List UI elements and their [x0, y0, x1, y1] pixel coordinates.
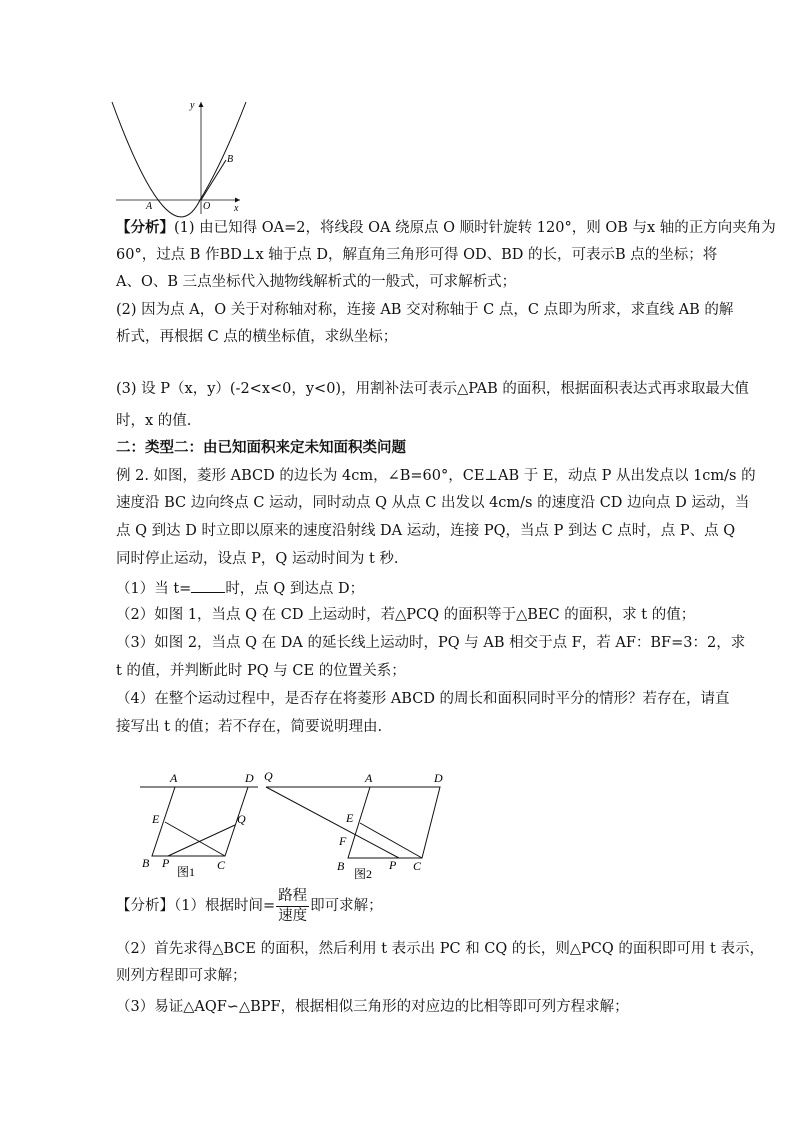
- fig2-f-label: F: [339, 834, 347, 848]
- figure-2: [262, 766, 452, 884]
- fig1-q-label: Q: [237, 812, 246, 826]
- fig2-d-label: D: [434, 771, 443, 785]
- analysis1-line7: 时，x 的值.: [116, 413, 192, 429]
- fig1-b-label: B: [142, 856, 150, 870]
- analysis1-tag: 【分析】: [116, 219, 174, 236]
- question-3-line1: （3）如图 2，当点 Q 在 DA 的延长线上运动时，PQ 与 AB 相交于点 F，若 AF：BF=3：2，求: [116, 635, 746, 651]
- analysis1-line1: 【分析】(1) 由已知得 OA=2，将线段 OA 绕原点 O 顺时针旋转 120°，则 OB 与x 轴的正方向夹角为: [116, 219, 776, 236]
- question-2: （2）如图 1，当点 Q 在 CD 上运动时，若△PCQ 的面积等于△BEC 的面积，求 t 的值；: [116, 607, 696, 623]
- example-line2: 速度沿 BC 边向终点 C 运动，同时动点 Q 从点 C 出发以 4cm/s 的速度沿 CD 边向点 D 运动，当: [116, 495, 750, 511]
- answer-blank[interactable]: [191, 577, 225, 593]
- analysis2-line2: （2）首先求得△BCE 的面积，然后利用 t 表示出 PC 和 CQ 的长，则△PCQ 的面积即可用 t 表示，: [116, 941, 764, 957]
- point-b-label: B: [227, 154, 234, 165]
- question-3-line2: t 的值，并判断此时 PQ 与 CE 的位置关系；: [116, 663, 406, 679]
- fig1-d-label: D: [245, 771, 254, 785]
- point-o-label: O: [203, 201, 211, 212]
- fraction: $\frac{\text{路程}}{\text{速度}}$: [278, 887, 308, 924]
- question-1: （1）当 t= 时，点 Q 到达点 D；: [116, 577, 364, 599]
- example-line1: 例 2. 如图，菱形 ABCD 的边长为 4cm，∠B=60°，CE⊥AB 于 E，动点 P 从出发点以 1cm/s 的: [116, 468, 756, 484]
- fig2-b-label: B: [337, 859, 345, 873]
- analysis1-line3: A、O、B 三点坐标代入抛物线解析式的一般式，可求解析式；: [116, 274, 517, 290]
- question-4-line2: 接写出 t 的值；若不存在，简要说明理由.: [116, 719, 383, 735]
- analysis1-line6: (3) 设 P（x，y）(-2<x<0，y<0)，用割补法可表示△PAB 的面积，根据面积表达式再求取最大值: [116, 381, 749, 397]
- fig1-p-label: P: [162, 856, 170, 870]
- analysis2-line3: 则列方程即可求解；: [116, 968, 247, 984]
- example-line4: 同时停止运动，设点 P，Q 运动时间为 t 秒.: [116, 551, 399, 567]
- question-4-line1: （4）在整个运动过程中，是否存在将菱形 ABCD 的周长和面积同时平分的情形？若存在，请直: [116, 691, 730, 707]
- point-a-label: A: [146, 201, 153, 212]
- x-axis-label: x: [234, 203, 239, 214]
- fig2-q-label: Q: [264, 769, 273, 783]
- fig1-c-label: C: [217, 858, 226, 872]
- analysis2-line1: 【分析】（1）根据时间= $\frac{\text{路程}}{\text{速度}}$ 即可求解；: [116, 887, 383, 924]
- section-title: 二：类型二：由已知面积来定未知面积类问题: [116, 439, 406, 456]
- fig2-a-label: A: [365, 771, 373, 785]
- fig2-c-label: C: [413, 859, 422, 873]
- fig1-caption: 图1: [177, 865, 196, 879]
- figure-1: [130, 766, 270, 884]
- analysis1-line2: 60°，过点 B 作BD⊥x 轴于点 D，解直角三角形可得 OD、BD 的长，可表示B 点的坐标；将: [116, 247, 718, 263]
- analysis1-line5: 析式，再根据 C 点的横坐标值，求纵坐标；: [116, 329, 398, 345]
- fig2-p-label: P: [389, 858, 397, 872]
- example-line3: 点 Q 到达 D 时立即以原来的速度沿射线 DA 运动，连接 PQ，当点 P 到达 C 点时，点 P、点 Q: [116, 523, 736, 539]
- parabola-graph: [110, 96, 250, 218]
- fig1-e-label: E: [152, 812, 160, 826]
- y-axis-label: y: [190, 100, 195, 111]
- fig1-a-label: A: [170, 771, 178, 785]
- analysis1-line4: (2) 因为点 A，O 关于对称轴对称，连接 AB 交对称轴于 C 点，C 点即为所求，求直线 AB 的解: [116, 302, 734, 318]
- analysis2-line4: （3）易证△AQF∽△BPF，根据相似三角形的对应边的比相等即可列方程求解；: [116, 999, 629, 1015]
- fig2-e-label: E: [346, 811, 354, 825]
- fig2-caption: 图2: [354, 867, 373, 881]
